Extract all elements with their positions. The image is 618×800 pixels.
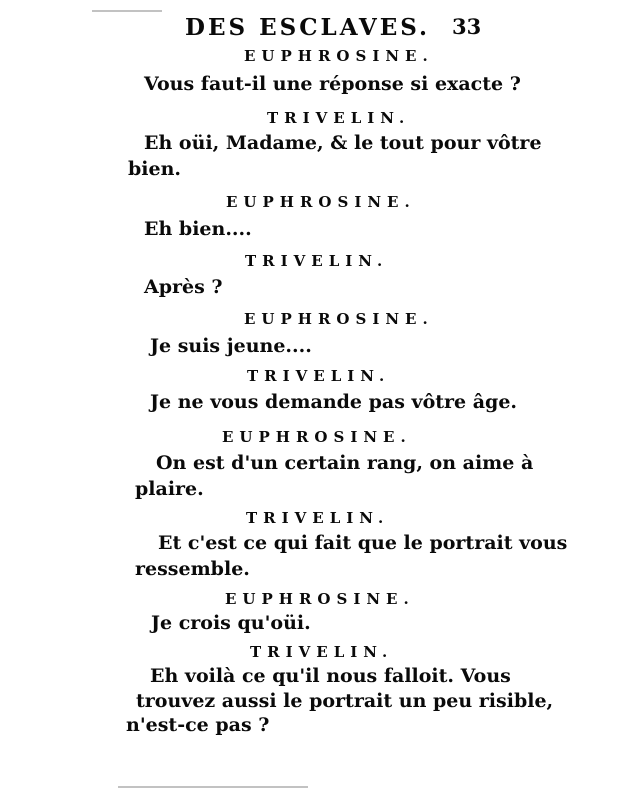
speech-line: plaire. xyxy=(135,478,204,500)
speech-line: Vous faut-il une réponse si exacte ? xyxy=(144,73,521,95)
speaker-name: EUPHROSINE. xyxy=(244,310,434,328)
speaker-name: EUPHROSINE. xyxy=(244,47,434,65)
speech-line: On est d'un certain rang, on aime à xyxy=(156,452,534,474)
speech-line: Je suis jeune.... xyxy=(150,335,312,357)
speech-line: Je crois qu'oüi. xyxy=(151,612,311,634)
speaker-name: TRIVELIN. xyxy=(250,643,394,661)
speaker-name: TRIVELIN. xyxy=(267,109,411,127)
speech-line: Eh oüi, Madame, & le tout pour vôtre xyxy=(144,132,542,154)
running-head: DES ESCLAVES. xyxy=(185,14,431,41)
speech-line: ressemble. xyxy=(135,558,250,580)
speech-line: trouvez aussi le portrait un peu risible, xyxy=(136,690,554,712)
speech-line: n'est-ce pas ? xyxy=(126,714,270,736)
speaker-name: EUPHROSINE. xyxy=(225,590,415,608)
speech-line: bien. xyxy=(128,158,182,180)
speech-line: Après ? xyxy=(144,276,223,298)
speech-line: Eh bien.... xyxy=(144,218,252,240)
page-number: 33 xyxy=(452,14,482,39)
speaker-name: EUPHROSINE. xyxy=(222,428,412,446)
speaker-name: TRIVELIN. xyxy=(245,252,389,270)
speech-line: Je ne vous demande pas vôtre âge. xyxy=(150,391,518,413)
speech-line: Et c'est ce qui fait que le portrait vous xyxy=(158,532,568,554)
speaker-name: TRIVELIN. xyxy=(247,367,391,385)
speech-line: Eh voilà ce qu'il nous falloit. Vous xyxy=(150,665,511,687)
speaker-name: EUPHROSINE. xyxy=(226,193,416,211)
speaker-name: TRIVELIN. xyxy=(246,509,390,527)
scan-mark xyxy=(118,786,308,788)
scan-mark xyxy=(92,10,162,12)
